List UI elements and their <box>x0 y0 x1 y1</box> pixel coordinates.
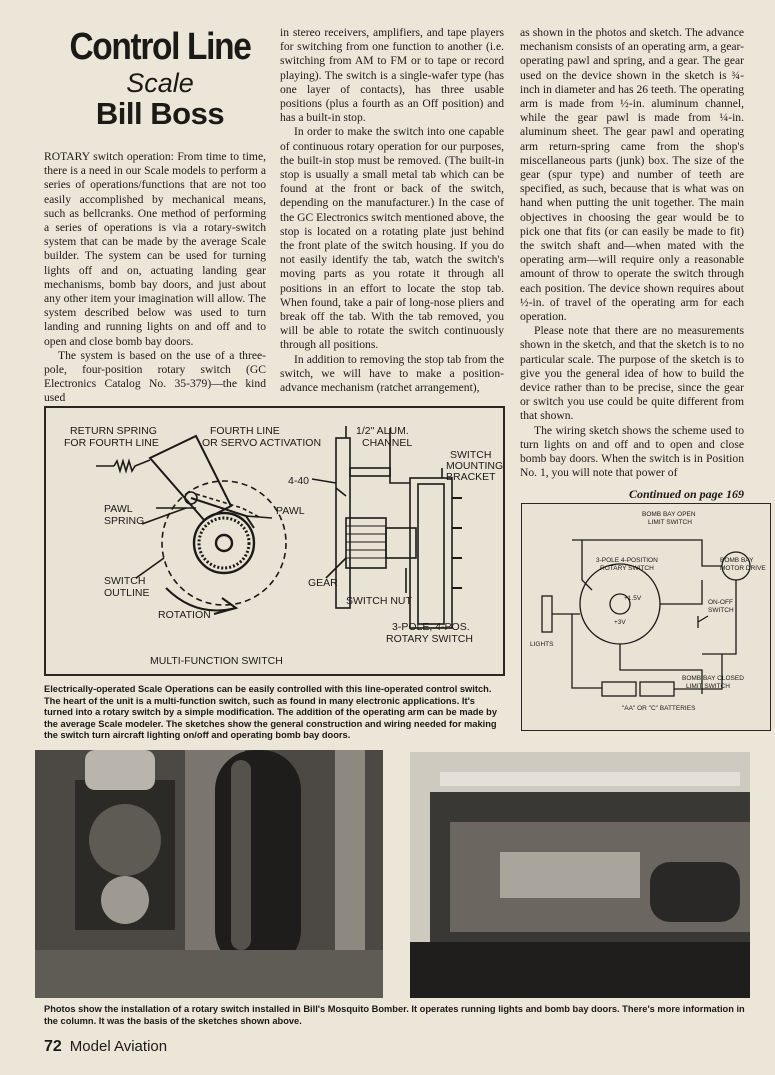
multi-function-switch-diagram <box>44 406 505 676</box>
column-1-paragraph: ROTARY switch operation: From time to time, there is a need in our Scale models to perform a series of operations/functions that are not too easily accomplished by mechanical means, such as bellcranks. One method of performing a series of operations is via a rotary-switch system that can be made by the average Scale builder. The system can be used for turning lights off and on, actuating landing gear mechanisms, bomb bay doors, and just about any other item your imagination will allow. The system described below was used to turn landing and running lights on and off and to open and close bomb bay doors. <box>44 150 266 348</box>
diagram-caption: Electrically-operated Scale Operations can be easily controlled with this line-operated control switch. The heart of the unit is a multi-function switch, such as found in many electronic applications. It's turned into a rotary switch by a simple modification. The addition of the operating arm can be made by the average Scale modeler. The sketches show the general construction and wiring needed for making the switch turn aircraft lighting on/off and operating bomb bay doors. <box>44 684 498 741</box>
label-screw: 4-40 <box>288 475 310 487</box>
label-pos-1: 3-POLE, 4-POS. <box>392 621 470 633</box>
label-v15: +1.5V <box>624 595 642 602</box>
return-spring-shape <box>96 460 150 471</box>
column-3-paragraph: as shown in the photos and sketch. The advance mechanism consists of an operating arm, a gear-operating pawl and spring, and a gear. The gear used on the device shown in the sketch is ¾-inch in diameter and has 26 teeth. The operating arm is made from ½-in. aluminum channel, while the gear pawl is made from ¼-in. aluminum sheet. The gear pawl and operating arm return-spring came from the shop's miscellaneous parts (junk) box. The size of the gear (spur type) and number of teeth are specified, as such, because that is what was on hand when putting the unit together. The main objectives in choosing the gear would be to pick one that fits (or can easily be made to fit) the switch shaft and—when mated with the operating arm—will require only a reasonable amount of throw to operate the switch through each position. The device shown requires about ½-in. of travel of the operating arm for each operation. <box>520 26 744 324</box>
article-subtitle: Scale <box>126 68 194 98</box>
column-2-paragraph: In order to make the switch into one capable of continuous rotary operation for our purposes, the built-in stop must be removed. (The built-in stop is usually a small metal tab which can be found at the front or back of the switch, depending on the manufacturer.) In the case of the GC Electronics switch mentioned above, the stop is located on a rotating plate just behind the front plate of the switch housing. If you do not easily identify the tab, watch the switch's moving parts as you rotate it through all positions in an effort to locate the stop tab. When found, take a pair of long-nose pliers and break off the tab. With the tab removed, you will be able to rotate the switch continuously through all positions. <box>280 125 504 352</box>
column-2-paragraph: in stereo receivers, amplifiers, and tape players for switching from one function to another (i.e. switching from AM to FM or to tape or record playing). The switch is a single-wafer type (has one layer of contacts), has three usable positions (plus a fourth as an Off position) and has a built-in stop. <box>280 26 504 125</box>
lights-block <box>542 596 552 632</box>
continued-note: Continued on page 169 <box>628 487 744 501</box>
label-fourth-line: FOURTH LINE <box>210 425 280 437</box>
label-pos-2: ROTARY SWITCH <box>386 633 473 645</box>
label-mounting: MOUNTING <box>446 460 503 472</box>
column-3-paragraph: The wiring sketch shows the scheme used to turn lights on and off and to open and close bomb bay doors. When the switch is in Position No. 1, you will note that power of <box>520 423 744 480</box>
label-v3: +3V <box>614 619 626 626</box>
switch-sketch <box>46 408 503 674</box>
label-onoff-2: SWITCH <box>708 607 734 614</box>
label-switch-outline-1: SWITCH <box>104 575 146 587</box>
label-onoff-1: ON-OFF <box>708 599 733 606</box>
label-closed-2: LIMIT SWITCH <box>686 683 730 690</box>
label-pawl-spring-1: PAWL <box>104 503 133 515</box>
label-channel: CHANNEL <box>362 437 413 449</box>
battery-2 <box>640 682 674 696</box>
aluminum-channel <box>336 438 350 608</box>
label-rotary-2: ROTARY SWITCH <box>600 565 654 572</box>
photo-right-bomb-bay <box>410 752 750 998</box>
label-switch: SWITCH <box>450 449 492 461</box>
column-3 <box>520 26 744 481</box>
article-author: Bill Boss <box>95 96 225 131</box>
label-or-servo: OR SERVO ACTIVATION <box>202 437 322 449</box>
label-open-1: BOMB BAY OPEN <box>642 511 696 518</box>
column-1 <box>44 150 266 406</box>
page-number: 72 <box>44 1038 62 1055</box>
wiring-diagram <box>521 503 771 731</box>
label-return-spring: RETURN SPRING <box>70 425 157 437</box>
magazine-name: Model Aviation <box>69 1038 168 1055</box>
label-pawl-spring-2: SPRING <box>104 515 145 527</box>
column-3-paragraph: Please note that there are no measurements shown in the sketch, and that the sketch is to no particular scale. The purpose of the sketch is to give you the general idea of how to build the device rather than to be precise, since the gear or switch you use could be quite different from that shown. <box>520 324 744 423</box>
photo-left-art <box>35 750 383 998</box>
photo-left-switch-installation <box>35 750 383 998</box>
gear-shape <box>194 513 254 573</box>
photos-caption: Photos show the installation of a rotary switch installed in Bill's Mosquito Bomber. It operates running lights and bomb bay doors. There's more information in the column. It was the basis of the sketches shown above. <box>44 1004 745 1026</box>
label-gear: GEAR <box>308 577 338 589</box>
label-lights: LIGHTS <box>530 641 554 648</box>
label-batteries: "AA" OR "C" BATTERIES <box>622 705 696 712</box>
battery-1 <box>602 682 636 696</box>
article-title: Control Line <box>69 26 251 68</box>
column-2-paragraph: In addition to removing the stop tab from the switch, we will have to make a position-advance mechanism (ratchet arrangement), <box>280 352 504 395</box>
label-closed-1: BOMB BAY CLOSED <box>682 675 744 682</box>
label-open-2: LIMIT SWITCH <box>648 519 692 526</box>
label-motor-1: BOMB BAY <box>720 557 754 564</box>
column-2 <box>280 26 504 395</box>
label-diagram-title: MULTI-FUNCTION SWITCH <box>150 655 283 667</box>
switch-outline-circle <box>162 481 286 605</box>
photo-right-art <box>410 752 750 998</box>
column-1-paragraph: The system is based on the use of a three-pole, four-position rotary switch (GC Electronics Catalog No. 35-379)—the kind used <box>44 348 266 405</box>
label-alum: 1/2" ALUM. <box>356 425 409 437</box>
label-pawl: PAWL <box>276 505 305 517</box>
label-for-fourth-line: FOR FOURTH LINE <box>64 437 159 449</box>
label-bracket: BRACKET <box>446 471 496 483</box>
rotary-switch-circle <box>580 564 660 644</box>
wiring-sketch <box>522 504 770 730</box>
label-motor-2: MOTOR DRIVE <box>720 565 766 572</box>
label-rotation: ROTATION <box>158 609 211 621</box>
page-footer <box>44 1038 444 1058</box>
label-rotary-1: 3-POLE 4-POSITION <box>596 557 658 564</box>
label-switch-nut: SWITCH NUT <box>346 595 412 607</box>
label-switch-outline-2: OUTLINE <box>104 587 150 599</box>
